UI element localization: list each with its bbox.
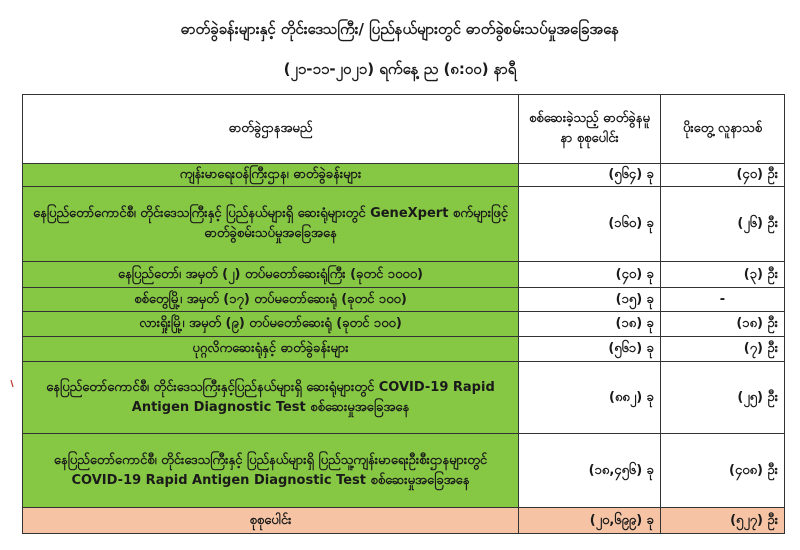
row-lab-name: နေပြည်တော်ကောင်စီ၊ တိုင်းဒေသကြီးနှင့် ပြည်နယ်များရှိ ဆေးရုံများတွင် GeneXpert စက်များဖြင့် ဓာတ်ခွဲစမ်းသပ်မှုအခြေအနေ — [23, 187, 519, 262]
row-new-positive: (၄၀၈) ဦး — [661, 434, 785, 508]
total-new-positive: (၅၂၇) ဦး — [661, 508, 785, 534]
report-title: ဓာတ်ခွဲခန်းများနှင့် တိုင်းဒေသကြီး/ ပြည်နယ်များတွင် ဓာတ်ခွဲစမ်းသပ်မှုအခြေအနေ — [180, 20, 620, 38]
red-tick-mark — [10, 380, 14, 387]
row-lab-name: ကျန်းမာရေးဝန်ကြီးဌာန၊ ဓာတ်ခွဲခန်းများ — [23, 164, 519, 187]
row-lab-name: ပုဂ္ဂလိကဆေးရုံနှင့် ဓာတ်ခွဲခန်းများ — [23, 337, 519, 362]
table-row — [23, 312, 785, 337]
row-sample-count: (၁၅) ခု — [519, 288, 661, 312]
row-lab-name: စစ်တွေမြို့၊ အမှတ် (၁၇) တပ်မတော်ဆေးရုံ (ခုတင် ၁၀၀) — [23, 288, 519, 312]
total-sample-count: (၂၀,၆၉၉) ခု — [519, 508, 661, 534]
header-lab-name: ဓာတ်ခွဲဌာနအမည် — [23, 95, 519, 164]
row-new-positive: (၁၈) ဦး — [661, 312, 785, 337]
row-sample-count: (၁၈) ခု — [519, 312, 661, 337]
row-sample-count: (၅၆၁) ခု — [519, 337, 661, 362]
total-label: စုစုပေါင်း — [23, 508, 519, 534]
row-lab-name: နေပြည်တော်ကောင်စီ၊ တိုင်းဒေသကြီးနှင့် ပြည်နယ်များရှိ ပြည်သူ့ကျန်းမာရေးဦးစီးဌာနများတွင် COVID-19 Rapid Antigen Diagnostic Test စစ်ဆေးမှုအခြေအနေ — [23, 434, 519, 508]
table-row — [23, 288, 785, 312]
lab-testing-table — [22, 94, 785, 534]
row-new-positive: (၂၆) ဦး — [661, 187, 785, 262]
table-row — [23, 164, 785, 187]
table-row — [23, 337, 785, 362]
row-new-positive: - — [661, 288, 785, 312]
header-sample-count: စစ်ဆေးခဲ့သည့် ဓာတ်ခွဲနမူနာ စုစုပေါင်း — [519, 95, 661, 164]
total-row — [23, 508, 785, 534]
table-row — [23, 362, 785, 434]
row-new-positive: (၄၀) ဦး — [661, 164, 785, 187]
row-lab-name: နေပြည်တော်ကောင်စီ၊ တိုင်းဒေသကြီးနှင့်ပြည်နယ်များရှိ ဆေးရုံများတွင် COVID-19 Rapid Antigen Diagnostic Test စစ်ဆေးမှုအခြေအနေ — [23, 362, 519, 434]
row-new-positive: (၃) ဦး — [661, 262, 785, 288]
row-sample-count: (၁၈,၄၅၆) ခု — [519, 434, 661, 508]
row-sample-count: (၄၀) ခု — [519, 262, 661, 288]
row-lab-name: လားရှိုးမြို့၊ အမှတ် (၉) တပ်မတော်ဆေးရုံ (ခုတင် ၁၀၀) — [23, 312, 519, 337]
row-lab-name: နေပြည်တော်၊ အမှတ် (၂) တပ်မတော်ဆေးရုံကြီး (ခုတင် ၁၀၀၀) — [23, 262, 519, 288]
report-date: (၂၁-၁၁-၂၀၂၁) ရက်နေ့ ည (၈:၀၀) နာရီ — [283, 60, 517, 78]
row-sample-count: (၁၆၀) ခု — [519, 187, 661, 262]
header-new-positive: ပိုးတွေ့ လူနာသစ် — [661, 95, 785, 164]
table-header-row — [23, 95, 785, 164]
row-new-positive: (၇) ဦး — [661, 337, 785, 362]
table-row — [23, 262, 785, 288]
row-sample-count: (၈၈၂) ခု — [519, 362, 661, 434]
row-sample-count: (၅၆၄) ခု — [519, 164, 661, 187]
row-new-positive: (၂၅) ဦး — [661, 362, 785, 434]
table-row — [23, 187, 785, 262]
table-row — [23, 434, 785, 508]
